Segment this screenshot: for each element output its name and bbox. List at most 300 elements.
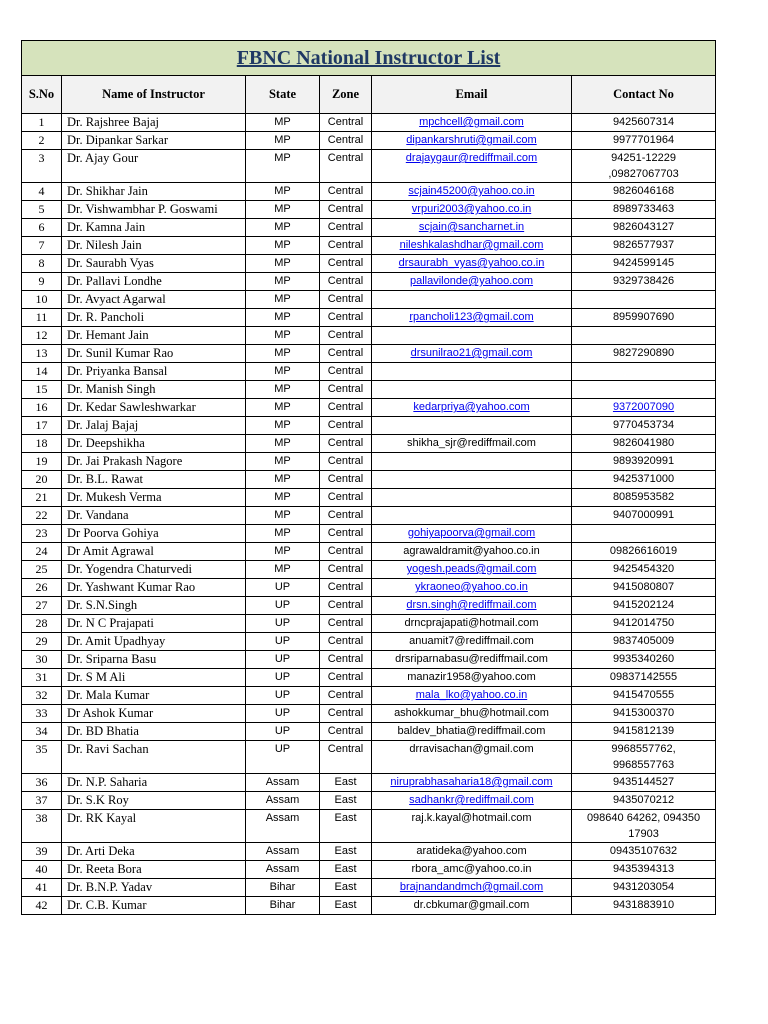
row-contact [572,345,716,363]
row-email[interactable]: scjain@sancharnet.in [372,219,572,237]
contact-line: 9424599145 [612,257,675,269]
contact-line: 9431883910 [612,899,675,911]
row-name: Dr. Ravi Sachan [62,741,246,774]
row-email[interactable]: mpchcell@gmail.com [372,114,572,132]
contact-line: ,09827067703 [608,168,679,180]
contact-line: 9968557763 [612,759,675,771]
row-email[interactable]: brajnandandmch@gmail.com [372,879,572,897]
row-name: Dr. C.B. Kumar [62,897,246,915]
contact-line: 9372007090 [612,401,675,413]
row-sno: 33 [22,705,62,723]
table-row [22,453,716,471]
table-row [22,381,716,399]
row-sno: 4 [22,183,62,201]
row-email: aratideka@yahoo.com [372,843,572,861]
row-state: Bihar [246,897,320,915]
table-row [22,507,716,525]
contact-line: 9415812139 [612,725,675,737]
row-state: UP [246,579,320,597]
row-email [372,471,572,489]
row-email[interactable]: vrpuri2003@yahoo.co.in [372,201,572,219]
row-name: Dr. Reeta Bora [62,861,246,879]
contact-line: 9827290890 [612,347,675,359]
row-state: UP [246,705,320,723]
contact-line: 9407000991 [612,509,675,521]
row-sno: 29 [22,633,62,651]
row-name: Dr. Shikhar Jain [62,183,246,201]
contact-line: 9893920991 [612,455,675,467]
row-state: MP [246,150,320,183]
table-row [22,879,716,897]
row-contact [572,579,716,597]
row-email[interactable]: dipankarshruti@gmail.com [372,132,572,150]
table-row [22,597,716,615]
row-name: Dr. Vishwambhar P. Goswami [62,201,246,219]
contact-line: 9415080807 [612,581,675,593]
row-name: Dr. Yogendra Chaturvedi [62,561,246,579]
row-contact [572,861,716,879]
table-row [22,897,716,915]
row-sno: 1 [22,114,62,132]
row-sno: 3 [22,150,62,183]
row-name: Dr. S M Ali [62,669,246,687]
row-name: Dr. Kamna Jain [62,219,246,237]
row-zone: Central [320,597,372,615]
row-sno: 14 [22,363,62,381]
row-state: Bihar [246,879,320,897]
row-contact [572,435,716,453]
row-zone: East [320,843,372,861]
row-email: agrawaldramit@yahoo.co.in [372,543,572,561]
row-sno: 18 [22,435,62,453]
row-sno: 30 [22,651,62,669]
header-contact: Contact No [572,76,716,114]
table-row [22,345,716,363]
contact-line: 9435070212 [612,794,675,806]
row-zone: Central [320,363,372,381]
row-email[interactable]: mala_lko@yahoo.co.in [372,687,572,705]
row-state: MP [246,183,320,201]
header-email: Email [372,76,572,114]
contact-line: 8989733463 [612,203,675,215]
row-email[interactable]: drsn.singh@rediffmail.com [372,597,572,615]
contact-line: 9837405009 [612,635,675,647]
row-sno: 10 [22,291,62,309]
row-contact [572,363,716,381]
row-email [372,417,572,435]
row-contact [572,417,716,435]
row-sno: 24 [22,543,62,561]
contact-line: 9412014750 [612,617,675,629]
row-contact [572,132,716,150]
row-zone: Central [320,705,372,723]
row-state: MP [246,309,320,327]
row-email[interactable]: drajaygaur@rediffmail.com [372,150,572,183]
row-name: Dr Amit Agrawal [62,543,246,561]
row-state: Assam [246,810,320,843]
row-sno: 20 [22,471,62,489]
table-row [22,471,716,489]
row-contact [572,705,716,723]
row-state: MP [246,327,320,345]
row-contact [572,651,716,669]
row-sno: 27 [22,597,62,615]
row-sno: 37 [22,792,62,810]
row-email[interactable]: kedarpriya@yahoo.com [372,399,572,417]
row-contact [572,525,716,543]
row-email: dr.cbkumar@gmail.com [372,897,572,915]
row-state: Assam [246,843,320,861]
row-zone: Central [320,150,372,183]
row-contact [572,687,716,705]
contact-line: 9425454320 [612,563,675,575]
row-contact [572,381,716,399]
row-name: Dr Poorva Gohiya [62,525,246,543]
table-row [22,633,716,651]
row-sno: 12 [22,327,62,345]
contact-line: 9425607314 [612,116,675,128]
row-contact [572,597,716,615]
row-sno: 11 [22,309,62,327]
row-state: MP [246,273,320,291]
row-email: raj.k.kayal@hotmail.com [372,810,572,843]
sheet-title: FBNC National Instructor List [22,41,716,76]
row-sno: 16 [22,399,62,417]
row-sno: 6 [22,219,62,237]
row-zone: Central [320,399,372,417]
row-zone: Central [320,471,372,489]
row-contact [572,150,716,183]
row-zone: Central [320,633,372,651]
row-contact [572,453,716,471]
row-name: Dr. S.K Roy [62,792,246,810]
row-name: Dr. Nilesh Jain [62,237,246,255]
row-contact [572,327,716,345]
row-email: drsriparnabasu@rediffmail.com [372,651,572,669]
row-state: MP [246,345,320,363]
row-name: Dr. Sriparna Basu [62,651,246,669]
row-zone: Central [320,723,372,741]
row-state: MP [246,291,320,309]
row-zone: Central [320,525,372,543]
table-row [22,183,716,201]
row-zone: Central [320,651,372,669]
row-zone: East [320,879,372,897]
table-row [22,309,716,327]
row-name: Dr. Kedar Sawleshwarkar [62,399,246,417]
table-row [22,843,716,861]
row-contact [572,273,716,291]
row-name: Dr. Manish Singh [62,381,246,399]
row-email [372,327,572,345]
row-contact [572,471,716,489]
contact-line: 9826043127 [612,221,675,233]
table-row [22,363,716,381]
row-zone: Central [320,507,372,525]
row-email[interactable]: gohiyapoorva@gmail.com [372,525,572,543]
row-email: drravisachan@gmail.com [372,741,572,774]
row-zone: Central [320,345,372,363]
row-sno: 17 [22,417,62,435]
row-zone: Central [320,687,372,705]
row-sno: 42 [22,897,62,915]
row-name: Dr. Mala Kumar [62,687,246,705]
row-name: Dr. Dipankar Sarkar [62,132,246,150]
row-name: Dr. RK Kayal [62,810,246,843]
table-row [22,417,716,435]
row-sno: 25 [22,561,62,579]
row-contact [572,507,716,525]
row-zone: Central [320,453,372,471]
contact-line: 9415470555 [612,689,675,701]
row-zone: Central [320,741,372,774]
contact-line: 9770453734 [612,419,675,431]
row-sno: 9 [22,273,62,291]
row-state: MP [246,237,320,255]
row-sno: 22 [22,507,62,525]
row-zone: Central [320,132,372,150]
table-row [22,651,716,669]
row-zone: Central [320,381,372,399]
row-sno: 5 [22,201,62,219]
row-sno: 7 [22,237,62,255]
row-name: Dr. B.N.P. Yadav [62,879,246,897]
row-state: MP [246,219,320,237]
row-email [372,453,572,471]
row-contact [572,489,716,507]
row-state: MP [246,132,320,150]
row-name: Dr. Arti Deka [62,843,246,861]
row-contact [572,201,716,219]
contact-line: 17903 [628,828,659,840]
table-row [22,687,716,705]
table-row [22,489,716,507]
row-sno: 21 [22,489,62,507]
row-state: Assam [246,861,320,879]
row-sno: 2 [22,132,62,150]
row-zone: Central [320,183,372,201]
row-zone: Central [320,435,372,453]
table-row [22,810,716,843]
row-contact [572,615,716,633]
row-state: UP [246,741,320,774]
row-contact [572,114,716,132]
contact-line: 9935340260 [612,653,675,665]
row-email: baldev_bhatia@rediffmail.com [372,723,572,741]
table-row [22,273,716,291]
contact-line: 09837142555 [609,671,678,683]
row-name: Dr. B.L. Rawat [62,471,246,489]
table-row [22,237,716,255]
row-sno: 23 [22,525,62,543]
contact-line: 9431203054 [612,881,675,893]
row-contact [572,792,716,810]
contact-line: 9435144527 [612,776,675,788]
contact-line: 9826577937 [612,239,675,251]
row-contact [572,774,716,792]
contact-line: 9415300370 [612,707,675,719]
table-row [22,705,716,723]
row-state: MP [246,381,320,399]
row-state: UP [246,687,320,705]
row-email: shikha_sjr@rediffmail.com [372,435,572,453]
row-contact [572,309,716,327]
row-name: Dr. Ajay Gour [62,150,246,183]
contact-line: 8085953582 [612,491,675,503]
row-name: Dr. Saurabh Vyas [62,255,246,273]
table-row [22,579,716,597]
table-row [22,861,716,879]
contact-line: 9977701964 [612,134,675,146]
row-sno: 19 [22,453,62,471]
row-name: Dr. Rajshree Bajaj [62,114,246,132]
table-body [22,114,716,915]
table-row [22,615,716,633]
row-zone: Central [320,543,372,561]
row-email [372,507,572,525]
row-zone: Central [320,255,372,273]
row-email[interactable]: yogesh.peads@gmail.com [372,561,572,579]
table-row [22,543,716,561]
row-contact [572,879,716,897]
row-name: Dr. Pallavi Londhe [62,273,246,291]
row-zone: East [320,774,372,792]
row-state: MP [246,507,320,525]
row-name: Dr. Mukesh Verma [62,489,246,507]
header-name: Name of Instructor [62,76,246,114]
table-row [22,132,716,150]
table-row [22,201,716,219]
table-row [22,741,716,774]
row-sno: 41 [22,879,62,897]
row-email: rbora_amc@yahoo.co.in [372,861,572,879]
row-zone: East [320,810,372,843]
table-row [22,525,716,543]
row-zone: Central [320,237,372,255]
row-sno: 35 [22,741,62,774]
row-contact [572,183,716,201]
row-name: Dr. Hemant Jain [62,327,246,345]
row-email[interactable]: pallavilonde@yahoo.com [372,273,572,291]
table-row [22,774,716,792]
row-name: Dr. Jalaj Bajaj [62,417,246,435]
row-contact [572,633,716,651]
row-zone: Central [320,561,372,579]
row-email: ashokkumar_bhu@hotmail.com [372,705,572,723]
row-email[interactable]: niruprabhasaharia18@gmail.com [372,774,572,792]
row-name: Dr. Amit Upadhyay [62,633,246,651]
row-state: UP [246,723,320,741]
row-contact [572,843,716,861]
row-contact [572,291,716,309]
row-state: Assam [246,792,320,810]
row-email: drncprajapati@hotmail.com [372,615,572,633]
header-zone: Zone [320,76,372,114]
row-name: Dr. Yashwant Kumar Rao [62,579,246,597]
row-contact [572,237,716,255]
row-sno: 40 [22,861,62,879]
row-state: MP [246,363,320,381]
header-row [22,76,716,114]
row-email[interactable]: nileshkalashdhar@gmail.com [372,237,572,255]
row-email[interactable]: scjain45200@yahoo.co.in [372,183,572,201]
row-contact[interactable] [572,399,716,417]
row-state: MP [246,489,320,507]
table-row [22,669,716,687]
row-state: MP [246,471,320,489]
row-state: UP [246,597,320,615]
row-email: anuamit7@rediffmail.com [372,633,572,651]
row-zone: Central [320,219,372,237]
row-name: Dr. BD Bhatia [62,723,246,741]
row-email[interactable]: ykraoneo@yahoo.co.in [372,579,572,597]
row-zone: East [320,792,372,810]
row-name: Dr. N.P. Saharia [62,774,246,792]
row-state: Assam [246,774,320,792]
row-state: MP [246,525,320,543]
row-state: MP [246,543,320,561]
row-zone: Central [320,114,372,132]
row-zone: Central [320,273,372,291]
row-email [372,363,572,381]
contact-line: 9435394313 [612,863,675,875]
row-sno: 13 [22,345,62,363]
row-zone: Central [320,669,372,687]
row-state: MP [246,201,320,219]
row-zone: Central [320,291,372,309]
row-name: Dr. Priyanka Bansal [62,363,246,381]
row-sno: 32 [22,687,62,705]
contact-line: 94251-12229 [611,152,676,164]
row-email[interactable]: drsunilrao21@gmail.com [372,345,572,363]
row-contact [572,741,716,774]
table-row [22,291,716,309]
instructor-table [21,40,716,915]
table-row [22,399,716,417]
table-row [22,792,716,810]
row-sno: 31 [22,669,62,687]
row-email[interactable]: sadhankr@rediffmail.com [372,792,572,810]
row-email[interactable]: drsaurabh_vyas@yahoo.co.in [372,255,572,273]
row-email [372,489,572,507]
row-state: MP [246,399,320,417]
row-zone: East [320,897,372,915]
header-state: State [246,76,320,114]
table-row [22,150,716,183]
row-name: Dr. S.N.Singh [62,597,246,615]
row-email[interactable]: rpancholi123@gmail.com [372,309,572,327]
row-state: UP [246,633,320,651]
table-row [22,435,716,453]
row-sno: 38 [22,810,62,843]
table-row [22,114,716,132]
contact-line: 8959907690 [612,311,675,323]
row-state: MP [246,255,320,273]
row-name: Dr. Jai Prakash Nagore [62,453,246,471]
contact-line: 9329738426 [612,275,675,287]
row-email [372,381,572,399]
row-state: UP [246,615,320,633]
row-state: MP [246,417,320,435]
row-name: Dr. Avyact Agarwal [62,291,246,309]
contact-line: 09435107632 [609,845,678,857]
row-contact [572,669,716,687]
row-state: MP [246,561,320,579]
row-zone: East [320,861,372,879]
row-name: Dr. Vandana [62,507,246,525]
row-name: Dr. Deepshikha [62,435,246,453]
row-zone: Central [320,489,372,507]
